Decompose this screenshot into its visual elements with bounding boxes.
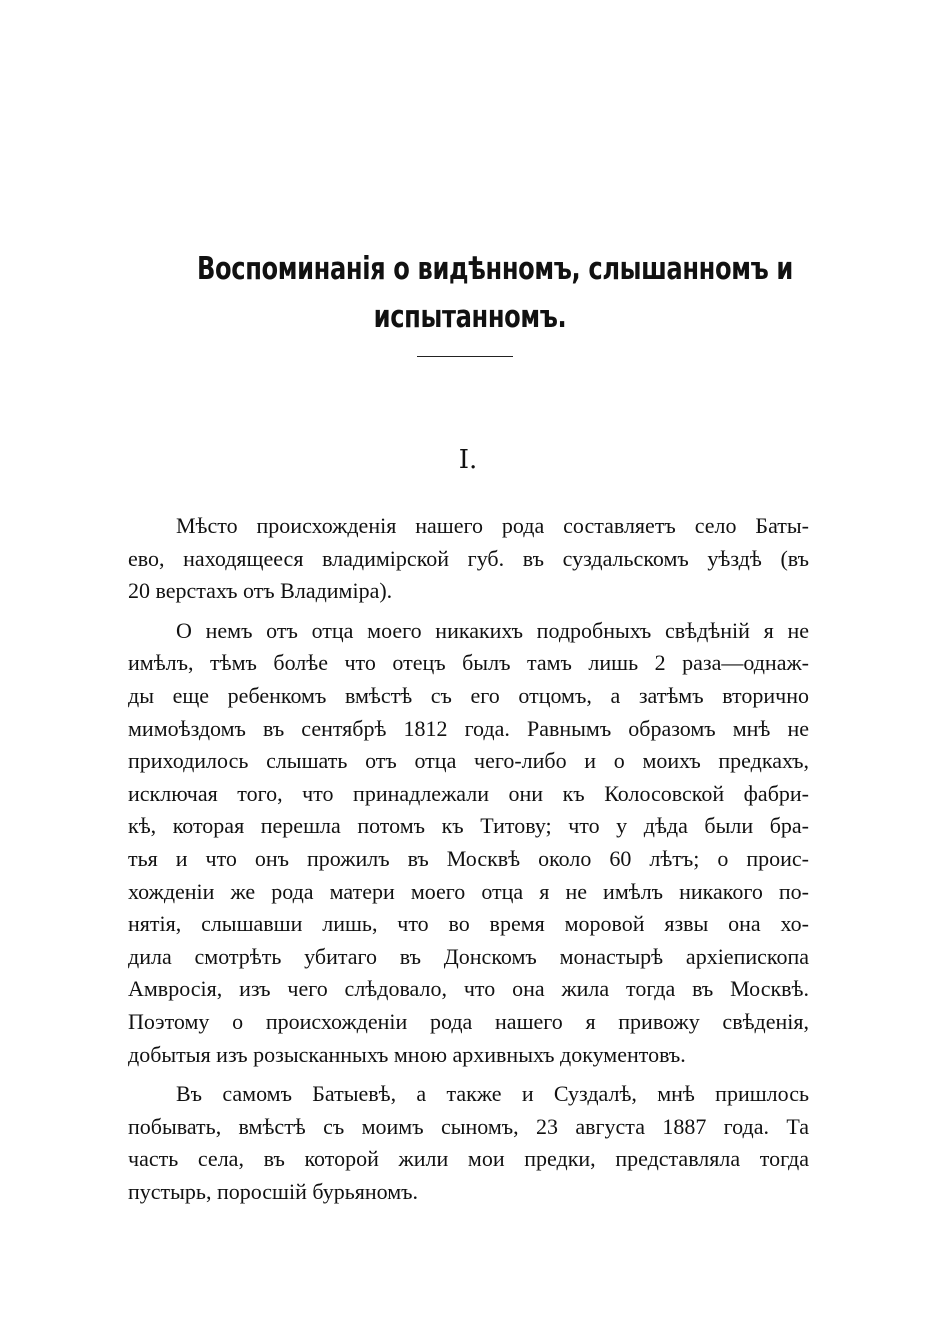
paragraph-2 <box>128 615 809 1071</box>
text-line: кѣ, которая перешла потомъ къ Титову; что у дѣда были бра- <box>128 813 809 839</box>
text-line: тья и что онъ прожилъ въ Москвѣ около 60 лѣтъ; о проис- <box>128 845 809 871</box>
text-line: хожденіи же рода матери моего отца я не имѣлъ никакого по- <box>128 878 809 904</box>
text-line: ды еще ребенкомъ вмѣстѣ съ его отцомъ, а затѣмъ вторично <box>128 682 809 708</box>
body-text <box>128 510 809 1215</box>
text-line: ево, находящееся владимірской губ. въ суздальскомъ уѣздѣ (въ <box>128 545 809 571</box>
title-line-1: Воспоминанія о видѣнномъ, слышанномъ и <box>197 250 793 287</box>
text-line: 20 верстахъ отъ Владиміра). <box>128 578 393 604</box>
text-line: исключая того, что принадлежали они къ Колосовской фабри- <box>128 780 809 806</box>
text-line: добытыя изъ розысканныхъ мною архивныхъ документовъ. <box>128 1041 686 1067</box>
text-line: мимоѣздомъ въ сентябрѣ 1812 года. Равнымъ образомъ мнѣ не <box>128 715 809 741</box>
chapter-numeral: I. <box>458 445 478 475</box>
text-line: часть села, въ которой жили мои предки, представляла тогда <box>128 1146 809 1172</box>
paragraph-1 <box>128 510 809 608</box>
text-line: Мѣсто происхожденія нашего рода составляетъ село Баты- <box>176 513 809 538</box>
text-line: Въ самомъ Батыевѣ, а также и Суздалѣ, мнѣ пришлось <box>176 1081 809 1107</box>
title-divider <box>417 356 513 357</box>
text-line: приходилось слышать отъ отца чего-либо и о моихъ предкахъ, <box>128 748 809 774</box>
text-line: Амвросія, изъ чего слѣдовало, что она жила тогда въ Москвѣ. <box>128 976 809 1002</box>
text-line: побывать, вмѣстѣ съ моимъ сыномъ, 23 августа 1887 года. Та <box>128 1113 809 1139</box>
text-line: дила смотрѣть убитаго въ Донскомъ монастырѣ архіепископа <box>128 943 809 969</box>
text-line: пустырь, поросшій бурьяномъ. <box>128 1178 419 1204</box>
text-line: имѣлъ, тѣмъ болѣе что отецъ былъ тамъ лишь 2 раза—однаж- <box>128 650 809 676</box>
paragraph-3 <box>128 1078 809 1208</box>
text-line: Поэтому о происхожденіи рода нашего я привожу свѣденія, <box>128 1008 809 1034</box>
text-line: О немъ отъ отца моего никакихъ подробныхъ свѣдѣній я не <box>176 617 809 643</box>
page-title <box>197 245 793 341</box>
title-line-2: испытанномъ. <box>373 298 567 335</box>
text-line: нятія, слышавши лишь, что во время моровой язвы она хо- <box>128 911 809 937</box>
